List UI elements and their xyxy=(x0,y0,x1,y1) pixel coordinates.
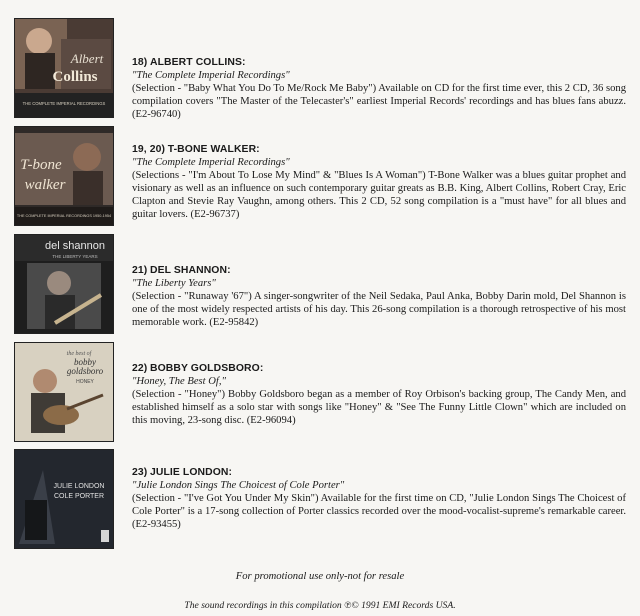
entry-description: (Selection - "Honey") Bobby Goldsboro began as a member of Roy Orbison's backing group, The Candy Men, and established himself as a solo star with songs like "Honey" & "See The Funny Little Clown" which are included on this moving, 23-song disc. (E2-96094) xyxy=(132,389,626,426)
album-title: "Julie London Sings The Choicest of Cole Porter" xyxy=(132,480,345,491)
cover-subtitle: THE COMPLETE IMPERIAL RECORDINGS xyxy=(22,101,106,106)
artist-name: JULIE LONDON: xyxy=(149,467,233,478)
entry-heading xyxy=(132,264,626,277)
cover-text-cole-porter: COLE PORTER xyxy=(53,493,105,500)
entry-t-bone-walker xyxy=(14,126,626,228)
entry-albert-collins xyxy=(14,18,626,120)
artist-name: ALBERT COLLINS: xyxy=(149,57,246,68)
entry-text xyxy=(132,143,626,221)
artist-name: DEL SHANNON: xyxy=(149,265,231,276)
album-cover-t-bone-walker xyxy=(14,126,114,226)
track-number: 21) xyxy=(132,265,148,276)
entry-description: (Selection - "Runaway '67") A singer-songwriter of the Neil Sedaka, Paul Anka, Bobby Darin mold, Del Shannon is one of the most widely respected artists of his day. This 26-song compilation is a thorough retrospective of his most memorable work. (E2-95842) xyxy=(132,291,626,328)
entry-text xyxy=(132,264,626,329)
album-cover-albert-collins xyxy=(14,18,114,118)
track-number: 19, 20) xyxy=(132,144,166,155)
cover-text-bobby: bobby xyxy=(74,357,96,367)
cover-text-collins: Collins xyxy=(52,69,98,85)
cover-text-goldsboro: goldsboro xyxy=(66,366,104,376)
cover-subtitle: THE LIBERTY YEARS xyxy=(52,254,98,259)
entry-heading xyxy=(132,466,626,479)
album-title: "Honey, The Best Of," xyxy=(132,376,226,387)
album-title: "The Liberty Years" xyxy=(132,278,216,289)
cover-text-walker: walker xyxy=(24,177,66,193)
entry-description: (Selection - "Baby What You Do To Me/Rock Me Baby") Available on CD for the first time ever, this 2 CD, 36 song compilation covers "The Master of the Telecaster's" earliest Imperial Records' recordings and has blues fans abuzz. (E2-96740) xyxy=(132,83,626,120)
album-cover-julie-london xyxy=(14,449,114,549)
cover-text-del-shannon: del shannon xyxy=(45,240,105,252)
entry-bobby-goldsboro xyxy=(14,342,626,442)
cover-text-honey: HONEY xyxy=(76,379,94,385)
cover-text-the-best-of: the best of xyxy=(66,351,92,357)
entry-heading xyxy=(132,143,626,156)
entry-heading xyxy=(132,362,626,375)
entry-del-shannon xyxy=(14,234,626,334)
track-number: 22) xyxy=(132,363,148,374)
promo-notice: For promotional use only-not for resale xyxy=(235,571,405,582)
entry-text xyxy=(132,362,626,427)
entry-description: (Selection - "I've Got You Under My Skin") Available for the first time on CD, "Julie London Sings The Choicest of Cole Porter" is a 17-song collection of Porter classics recorded over the mood-vocalist-supreme's remarkable career. (E2-93455) xyxy=(132,493,626,530)
album-title: "The Complete Imperial Recordings" xyxy=(132,70,290,81)
entry-text xyxy=(132,56,626,121)
album-cover-bobby-goldsboro xyxy=(14,342,114,442)
entry-heading xyxy=(132,56,626,69)
cover-text-t-bone: T-bone xyxy=(20,157,62,173)
artist-name: BOBBY GOLDSBORO: xyxy=(149,363,264,374)
album-title: "The Complete Imperial Recordings" xyxy=(132,157,290,168)
track-number: 18) xyxy=(132,57,148,68)
album-cover-del-shannon xyxy=(14,234,114,334)
cover-subtitle: THE COMPLETE IMPERIAL RECORDINGS 1950-1954 xyxy=(16,214,112,218)
track-number: 23) xyxy=(132,467,148,478)
entry-description: (Selections - "I'm About To Lose My Mind" & "Blues Is A Woman") T-Bone Walker was a blues guitar prophet and visionary as well as an influence on such contemporary guitar greats as B.B. King, Albert Collins, Robert Cray, Eric Clapton and Stevie Ray Vaughn, among others. This 2 CD, 52 song compilation is a "must have" for all blues and guitar lovers. (E2-96737) xyxy=(132,170,626,220)
artist-name: T-BONE WALKER: xyxy=(167,144,260,155)
entry-julie-london xyxy=(14,449,626,551)
copyright-notice: The sound recordings in this compilation ℗© 1991 EMI Records USA. xyxy=(184,600,456,611)
entry-text xyxy=(132,466,626,531)
cover-text-julie-london: JULIE LONDON xyxy=(53,483,105,490)
cover-text-albert: Albert xyxy=(70,51,104,66)
